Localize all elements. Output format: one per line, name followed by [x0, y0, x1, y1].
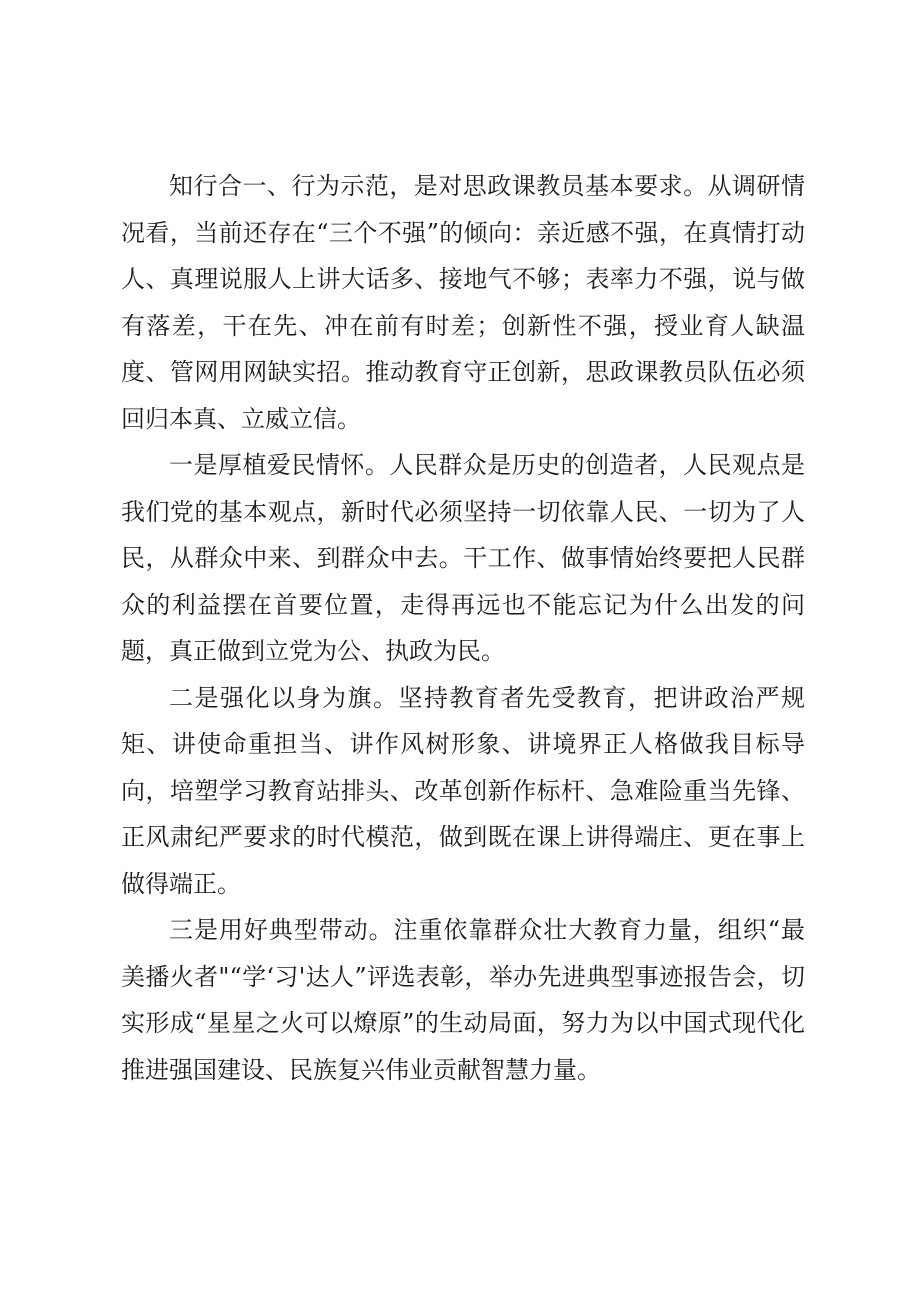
- document-body: [121, 163, 805, 1093]
- paragraph-point-one: 一是厚植爱民情怀。人民群众是历史的创造者，人民观点是我们党的基本观点，新时代必须坚持一切依靠人民、一切为了人民，从群众中来、到群众中去。干工作、做事情始终要把人民群众的利益摆在首要位置，走得再远也不能忘记为什么出发的问题，真正做到立党为公、执政为民。: [121, 451, 805, 665]
- paragraph-point-three: 三是用好典型带动。注重依靠群众壮大教育力量，组织“最美播火者"“学‘习'达人”评选表彰，举办先进典型事迹报告会，切实形成“星星之火可以燎原”的生动局面，努力为以中国式现代化推进强国建设、民族复兴伟业贡献智慧力量。: [121, 916, 805, 1084]
- paragraph-point-two: 二是强化以身为旗。坚持教育者先受教育，把讲政治严规矩、讲使命重担当、讲作风树形象、讲境界正人格做我目标导向，培塑学习教育站排头、改革创新作标杆、急难险重当先锋、正风肃纪严要求的时代模范，做到既在课上讲得端庄、更在事上做得端正。: [121, 683, 805, 898]
- paragraph-intro: 知行合一、行为示范，是对思政课教员基本要求。从调研情况看，当前还存在“三个不强”的倾向：亲近感不强，在真情打动人、真理说服人上讲大话多、接地气不够；表率力不强，说与做有落差，干在先、冲在前有时差；创新性不强，授业育人缺温度、管网用网缺实招。推动教育守正创新，思政课教员队伍必须回归本真、立威立信。: [121, 172, 805, 433]
